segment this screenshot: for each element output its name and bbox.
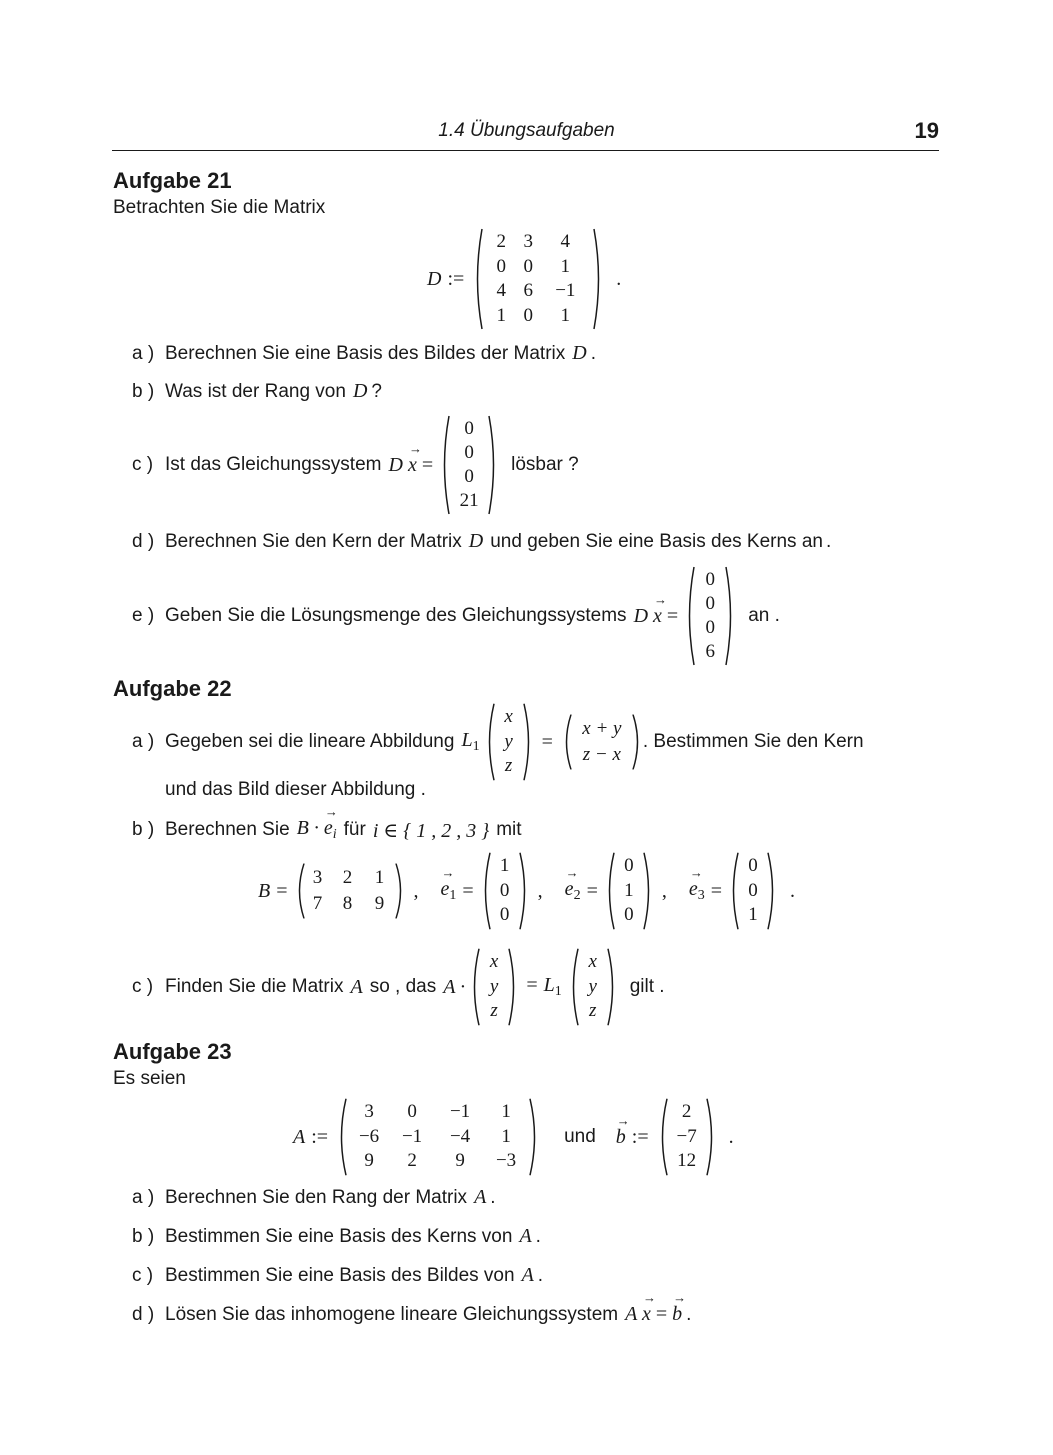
exercise-22-part-a: a ) Gegeben sei die lineare Abbildung $L_1$ x y z = x + y z − x . Bestimmen Sie den Kern [132, 703, 864, 781]
exercise-22-part-b: b ) Berechnen Sie B · → $e_i$ für i ∈ { 1 , 2 , 3 } mit [132, 817, 522, 843]
vector-e1: 1 0 0 [480, 852, 530, 930]
exercise-23-part-d: d ) Lösen Sie das inhomogene lineare Gleichungssystem A → x = → b . [132, 1303, 691, 1326]
vector-xyz-left: x y z [469, 948, 519, 1026]
matrix-D-definition: D := 2 3 4 0 0 1 4 6 −1 1 0 1 . [427, 228, 621, 330]
vector-e3: 0 0 1 [728, 852, 778, 930]
matrix-name: D [427, 267, 442, 290]
exercise-22-part-c: c ) Finden Sie die Matrix A so , das A · x y z = $L_1$ x y z gilt . [132, 948, 665, 1026]
left-paren-icon [439, 415, 450, 515]
running-title: 1.4 Übungsaufgaben [438, 120, 615, 141]
exercise-22-part-a-continuation: und das Bild dieser Abbildung . [165, 779, 426, 800]
exercise-21-title: Aufgabe 21 [113, 168, 232, 193]
right-paren-icon [725, 566, 736, 666]
matrix-D-cells: 2 3 4 0 0 1 4 6 −1 1 0 1 [496, 231, 576, 326]
exercise-21-intro: Betrachten Sie die Matrix [113, 197, 326, 218]
exercise-21-part-c: c ) Ist das Gleichungssystem D → x = 0 0 0 21 lösbar ? [132, 415, 579, 515]
vector-xyz: x y z [484, 703, 534, 781]
vector-rhs-21e: 0 0 0 6 [684, 566, 736, 666]
assign-symbol: := [447, 267, 465, 290]
header-rule [112, 150, 939, 151]
exercise-22-b-definitions: B = 3 2 1 7 8 9 , → $e_1$ = 1 0 0 , → $e_2$ = 0 1 0 , → $e_3$ = 0 0 1 . [258, 852, 795, 930]
exercise-21-part-e: e ) Geben Sie die Lösungsmenge des Gleichungssystems D → x = 0 0 0 6 an . [132, 566, 780, 666]
vector-b: 2 −7 12 [657, 1098, 717, 1176]
matrix-B: 3 2 1 7 8 9 [294, 863, 406, 919]
exercise-23-part-a: a ) Berechnen Sie den Rang der Matrix A . [132, 1186, 496, 1208]
exercise-21-part-b: b ) Was ist der Rang von D ? [132, 380, 382, 402]
matrix-A-definition: A := 3 0 −1 1 −6 −1 −4 1 9 2 9 −3 und → b := 2 −7 12 . [293, 1098, 734, 1176]
exercise-23-part-b: b ) Bestimmen Sie eine Basis des Kerns von A . [132, 1225, 541, 1247]
left-paren-icon [684, 566, 695, 666]
exercise-21-part-a: a ) Berechnen Sie eine Basis des Bildes der Matrix D . [132, 342, 596, 364]
matrix-D [472, 228, 604, 330]
right-paren-icon [488, 415, 499, 515]
vector-output: x + y z − x [561, 714, 643, 770]
exercise-23-part-c: c ) Bestimmen Sie eine Basis des Bildes von A . [132, 1264, 544, 1286]
exercise-23-title: Aufgabe 23 [113, 1039, 232, 1064]
right-paren-icon [593, 228, 604, 330]
vector-rhs-21c: 0 0 0 21 [439, 415, 499, 515]
exercise-23-intro: Es seien [113, 1068, 186, 1089]
vector-e2: 0 1 0 [604, 852, 654, 930]
exercise-22-title: Aufgabe 22 [113, 676, 232, 701]
vector-xyz-right: x y z [568, 948, 618, 1026]
page-number: 19 [914, 118, 939, 143]
matrix-A: 3 0 −1 1 −6 −1 −4 1 9 2 9 −3 [336, 1098, 540, 1176]
left-paren-icon [472, 228, 483, 330]
exercise-21-part-d: d ) Berechnen Sie den Kern der Matrix D und geben Sie eine Basis des Kerns an . [132, 530, 832, 552]
